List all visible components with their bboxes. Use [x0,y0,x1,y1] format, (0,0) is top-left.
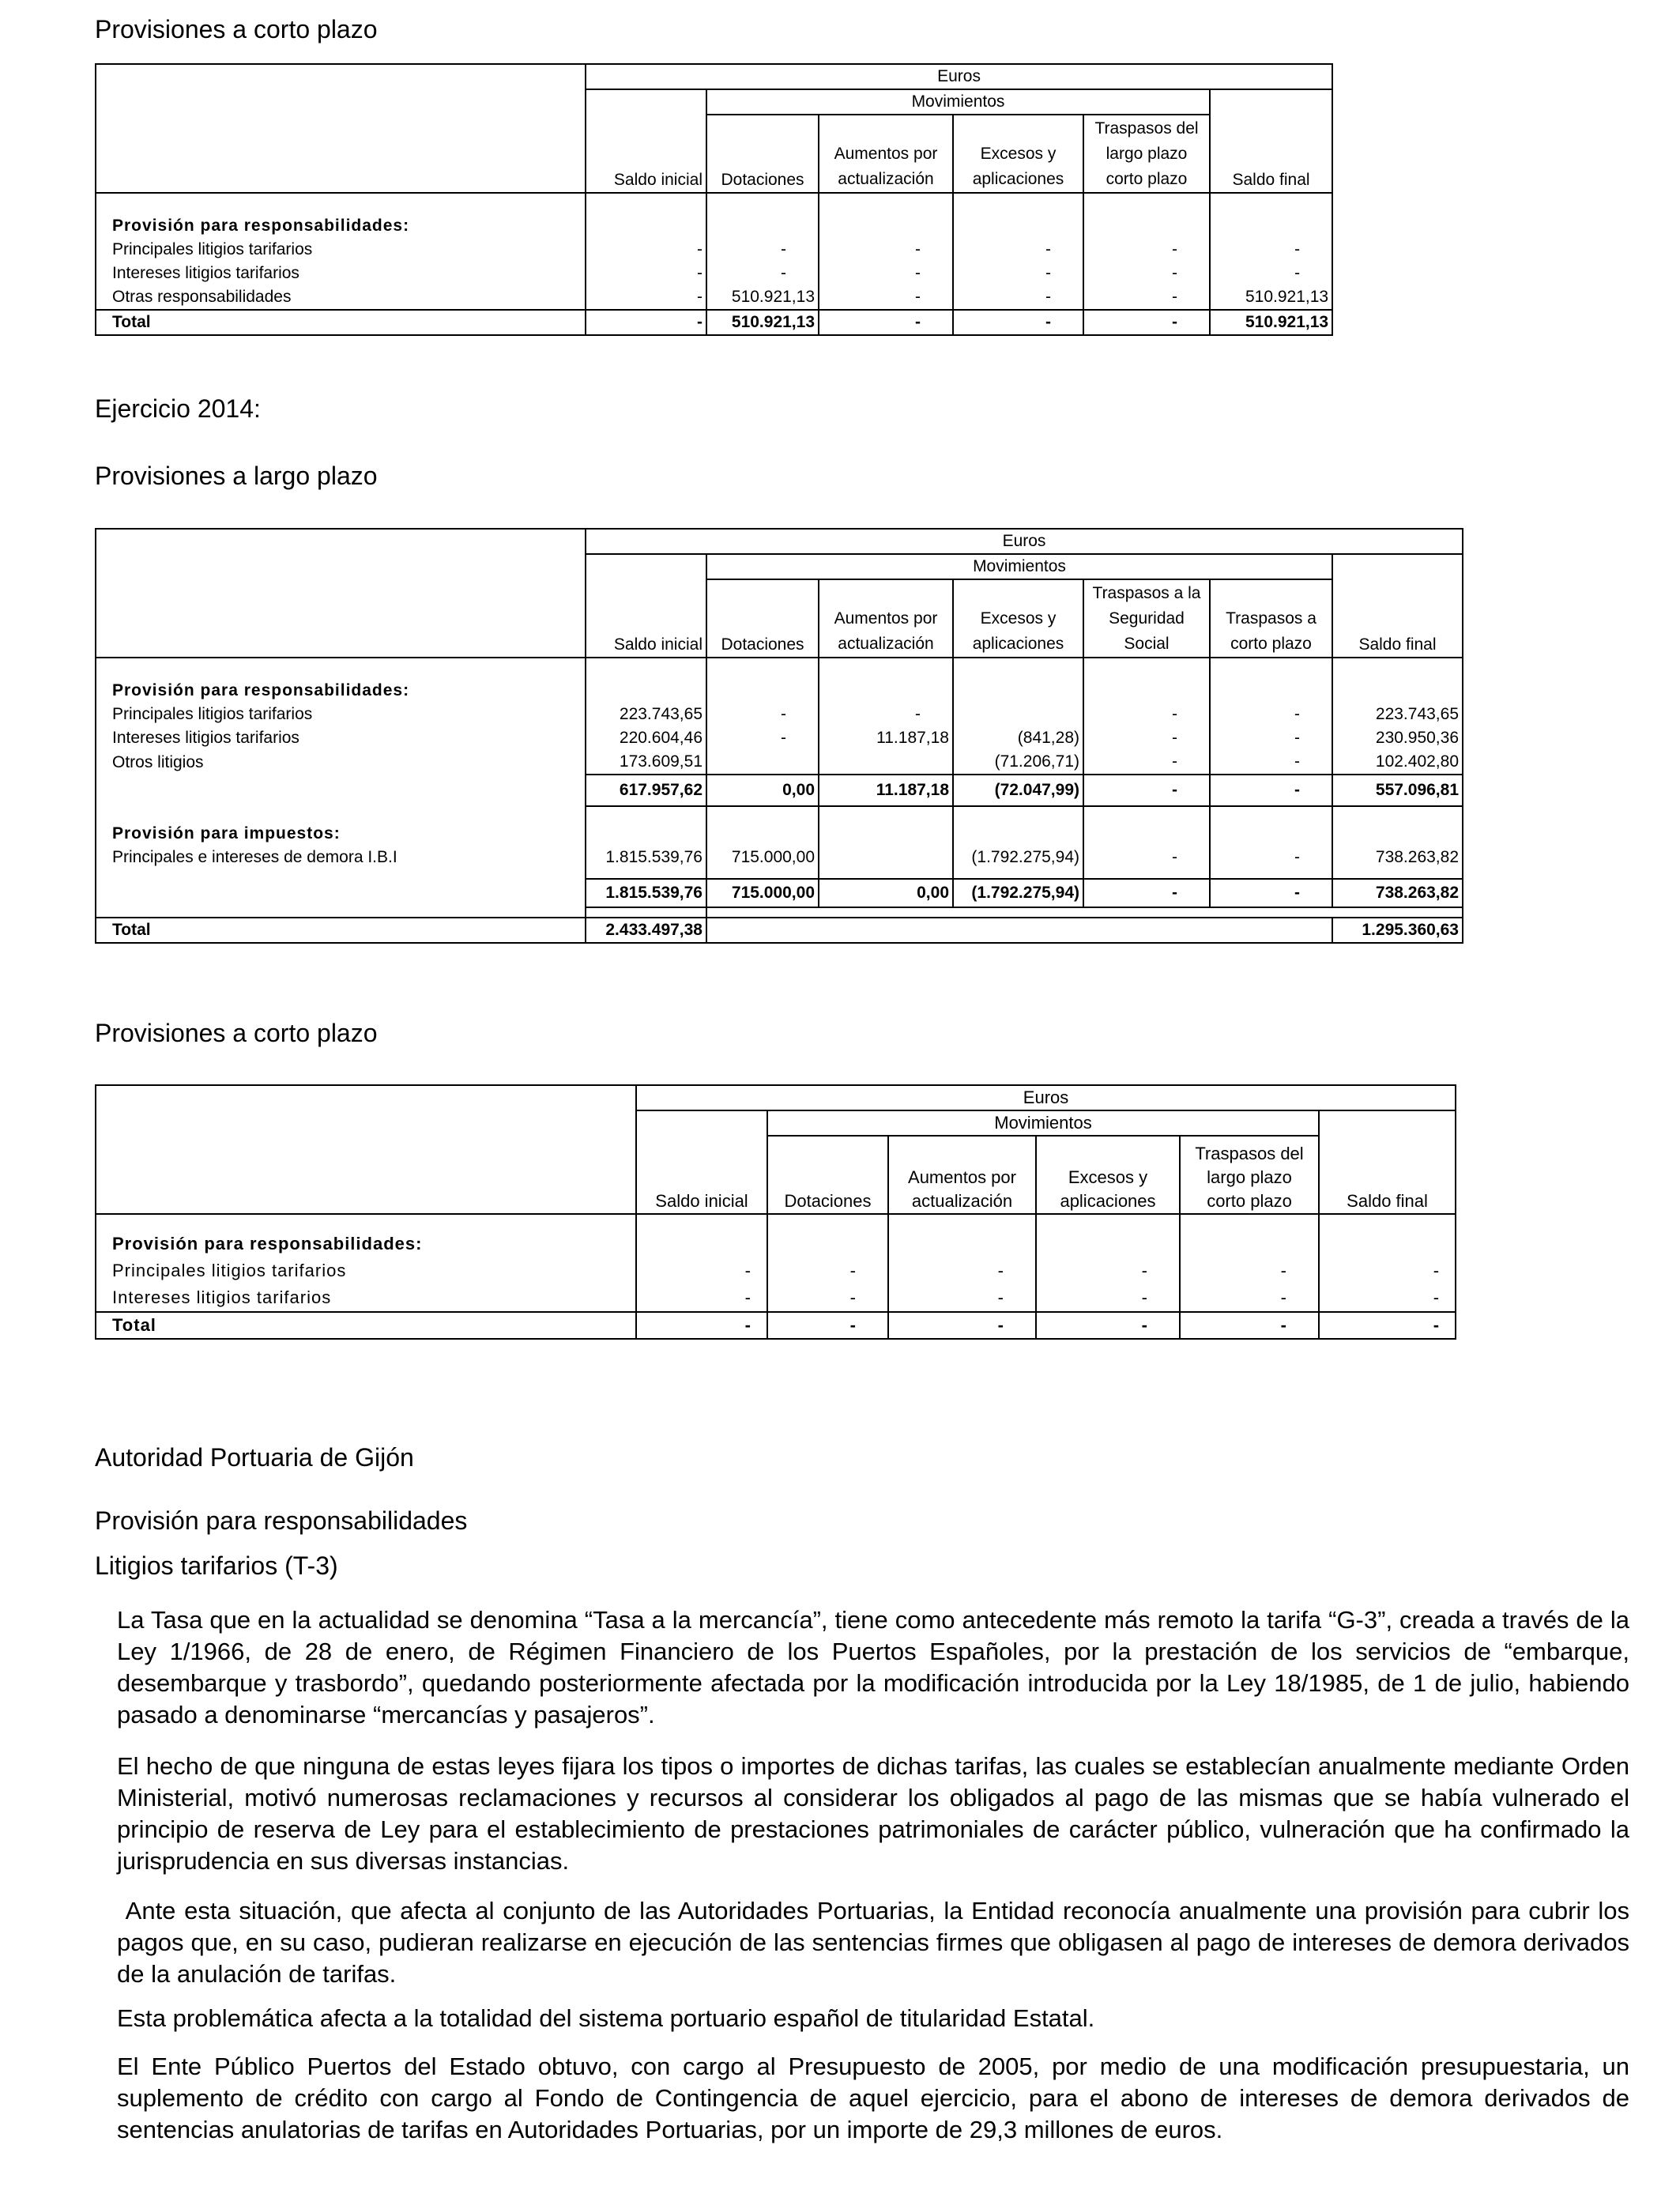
cell: - [586,310,706,335]
cell: - [953,285,1083,310]
cell: 1.295.360,63 [1332,918,1463,943]
cell: 510.921,13 [1210,310,1332,335]
cell [819,846,953,869]
movimientos-header: Movimientos [706,554,1332,579]
table-row [96,750,1463,775]
euros-header: Euros [586,529,1463,554]
body-paragraph: Ante esta situación, que afecta al conjunto de las Autoridades Portuarias, la Entidad reconocía anualmente una provisión para cubrir los pagos que, en su caso, pudieran realizarse en ejecución de las sentencias firmes que obligasen al pago de intereses de demora derivados de la anulación de tarifas. [117,1897,1637,1988]
section-label: Provisión para impuestos: [96,822,586,846]
total-row [96,1312,1456,1339]
col-header: Traspasos del largo plazo corto plazo [1180,1136,1319,1214]
movimientos-header: Movimientos [706,89,1210,115]
cell: 715.000,00 [706,879,819,907]
cell: - [767,1257,888,1284]
cell: - [1319,1284,1456,1312]
row-label: Intereses litigios tarifarios [96,1284,636,1312]
col-header: Saldo final [1210,115,1332,193]
col-header: Excesos y aplicaciones [1036,1136,1180,1214]
cell: - [1210,703,1332,726]
cell: - [1083,285,1210,310]
cell: (1.792.275,94) [953,846,1083,869]
cell: - [1180,1312,1319,1339]
cell: - [1319,1257,1456,1284]
cell: - [636,1312,767,1339]
col-header: Aumentos por actualización [888,1136,1036,1214]
cell: - [1210,879,1332,907]
row-label: Principales e intereses de demora I.B.I [96,846,586,869]
body-paragraph: El Ente Público Puertos del Estado obtuvo, con cargo al Presupuesto de 2005, por medio de una modificación presupuestaria, un suplemento de crédito con cargo al Fondo de Contingencia de aquel ejercicio, para el abono de intereses de demora derivados de sentencias anulatorias de tarifas en Autoridades Portuarias, por un importe de 29,3 millones de euros. [117,2053,1629,2143]
col-header: Dotaciones [706,115,819,193]
row-label: Intereses litigios tarifarios [96,262,586,285]
total-label: Total [96,1312,636,1339]
cell: - [1210,775,1332,806]
cell: - [1210,262,1332,285]
cell: 223.743,65 [586,703,706,726]
cell: 11.187,18 [819,775,953,806]
table-row [96,262,1332,285]
cell [953,703,1083,726]
cell: 738.263,82 [1332,879,1463,907]
cell: - [706,262,819,285]
cell: 230.950,36 [1332,726,1463,750]
cell: - [767,1312,888,1339]
cell: - [1180,1284,1319,1312]
cell: 0,00 [706,775,819,806]
short-term-provisions-table [95,1084,1456,1340]
cell: - [1083,310,1210,335]
section-label: Provisión para responsabilidades: [96,214,586,238]
euros-header: Euros [636,1085,1456,1110]
col-header: Saldo final [1332,579,1463,658]
cell: - [953,310,1083,335]
row-label: Principales litigios tarifarios [96,1257,636,1284]
cell: 738.263,82 [1332,846,1463,869]
total-row [96,918,1463,943]
col-header: Traspasos a la Seguridad Social [1083,579,1210,658]
cell: - [1319,1312,1456,1339]
col-header: Aumentos por actualización [819,579,953,658]
cell: - [1083,846,1210,869]
cell: - [819,285,953,310]
cell: - [586,285,706,310]
cell: - [586,262,706,285]
cell: (1.792.275,94) [953,879,1083,907]
cell: - [1036,1284,1180,1312]
cell: 557.096,81 [1332,775,1463,806]
cell: - [586,238,706,262]
cell: - [706,703,819,726]
cell: - [888,1312,1036,1339]
cell: (71.206,71) [953,750,1083,775]
section-label: Provisión para responsabilidades: [96,679,586,703]
subtotal-row [96,775,1463,806]
cell: 173.609,51 [586,750,706,775]
section-heading: Provisiones a corto plazo [95,15,378,43]
body-paragraph: La Tasa que en la actualidad se denomina “Tasa a la mercancía”, tiene como antecedente más remoto la tarifa “G-3”, creada a través de la Ley 1/1966, de 28 de enero, de Régimen Financiero de los Puertos Españoles, por la prestación de los servicios de “embarque, desembarque y trasbordo”, quedando posteriormente afectada por la modificación introducida por la Ley 18/1985, de 1 de julio, habiendo pasado a denominarse “mercancías y pasajeros”. [117,1606,1629,1728]
cell: 102.402,80 [1332,750,1463,775]
table-row [96,285,1332,310]
cell: 11.187,18 [819,726,953,750]
col-header: Dotaciones [767,1136,888,1214]
table-row [96,1284,1456,1312]
cell: 510.921,13 [1210,285,1332,310]
section-heading: Autoridad Portuaria de Gijón [95,1443,414,1472]
cell: - [1083,238,1210,262]
row-label: Otras responsabilidades [96,285,586,310]
cell: - [1083,726,1210,750]
row-label: Principales litigios tarifarios [96,238,586,262]
row-label: Intereses litigios tarifarios [96,726,586,750]
cell: - [1083,703,1210,726]
cell: 1.815.539,76 [586,879,706,907]
body-paragraph: Esta problemática afecta a la totalidad del sistema portuario español de titularidad Estatal. [117,2004,1095,2032]
cell: 223.743,65 [1332,703,1463,726]
table-row [96,726,1463,750]
cell: - [636,1284,767,1312]
cell: - [953,238,1083,262]
cell: (72.047,99) [953,775,1083,806]
table-row [96,846,1463,869]
col-header: Traspasos del largo plazo corto plazo [1083,115,1210,193]
cell: - [636,1257,767,1284]
cell: - [1210,846,1332,869]
cell: - [706,726,819,750]
cell: 617.957,62 [586,775,706,806]
col-header: Excesos y aplicaciones [953,115,1083,193]
cell [706,750,819,775]
cell: - [819,238,953,262]
cell: - [819,703,953,726]
short-term-provisions-table [95,63,1333,336]
table-row [96,1257,1456,1284]
col-header: Excesos y aplicaciones [953,579,1083,658]
cell: - [888,1284,1036,1312]
section-heading: Provisiones a corto plazo [95,1019,378,1047]
col-header: Dotaciones [706,579,819,658]
section-heading: Litigios tarifarios (T-3) [95,1551,338,1580]
row-label: Principales litigios tarifarios [96,703,586,726]
cell: - [1036,1257,1180,1284]
cell: - [953,262,1083,285]
col-header: Traspasos a corto plazo [1210,579,1332,658]
cell: - [1036,1312,1180,1339]
subtotal-row [96,879,1463,907]
cell: (841,28) [953,726,1083,750]
col-header: Saldo final [1319,1136,1456,1214]
cell: 0,00 [819,879,953,907]
section-label: Provisión para responsabilidades: [96,1231,636,1257]
section-heading: Provisiones a largo plazo [95,462,378,490]
cell: - [767,1284,888,1312]
cell: - [1180,1257,1319,1284]
cell: - [1083,262,1210,285]
table-row [96,703,1463,726]
cell: - [1083,750,1210,775]
cell: - [1210,750,1332,775]
movimientos-header: Movimientos [767,1110,1319,1136]
cell: 1.815.539,76 [586,846,706,869]
cell: - [706,238,819,262]
col-header: Aumentos por actualización [819,115,953,193]
cell: 715.000,00 [706,846,819,869]
total-label: Total [96,310,586,335]
cell: 510.921,13 [706,285,819,310]
cell [819,750,953,775]
cell: 2.433.497,38 [586,918,706,943]
cell: - [1083,775,1210,806]
total-row [96,310,1332,335]
cell: - [819,310,953,335]
cell: - [819,262,953,285]
col-header: Saldo inicial [586,115,706,193]
euros-header: Euros [586,64,1332,89]
col-header: Saldo inicial [636,1136,767,1214]
cell: 510.921,13 [706,310,819,335]
total-label: Total [96,918,586,943]
section-heading: Provisión para responsabilidades [95,1506,468,1535]
long-term-provisions-table [95,528,1463,944]
cell: - [1210,726,1332,750]
cell: - [888,1257,1036,1284]
body-paragraph: El hecho de que ninguna de estas leyes fijara los tipos o importes de dichas tarifas, las cuales se establecían anualmente mediante Orden Ministerial, motivó numerosas reclamaciones y recursos al considerar los obligados al pago de las mismas que se había vulnerado el principio de reserva de Ley para el establecimiento de prestaciones patrimoniales de carácter público, vulneración que ha confirmado la jurisprudencia en sus diversas instancias. [117,1752,1629,1875]
section-heading: Ejercicio 2014: [95,394,261,423]
row-label: Otros litigios [96,750,586,775]
cell: - [1083,879,1210,907]
col-header: Saldo inicial [586,579,706,658]
cell: - [1210,238,1332,262]
table-row [96,238,1332,262]
cell: 220.604,46 [586,726,706,750]
